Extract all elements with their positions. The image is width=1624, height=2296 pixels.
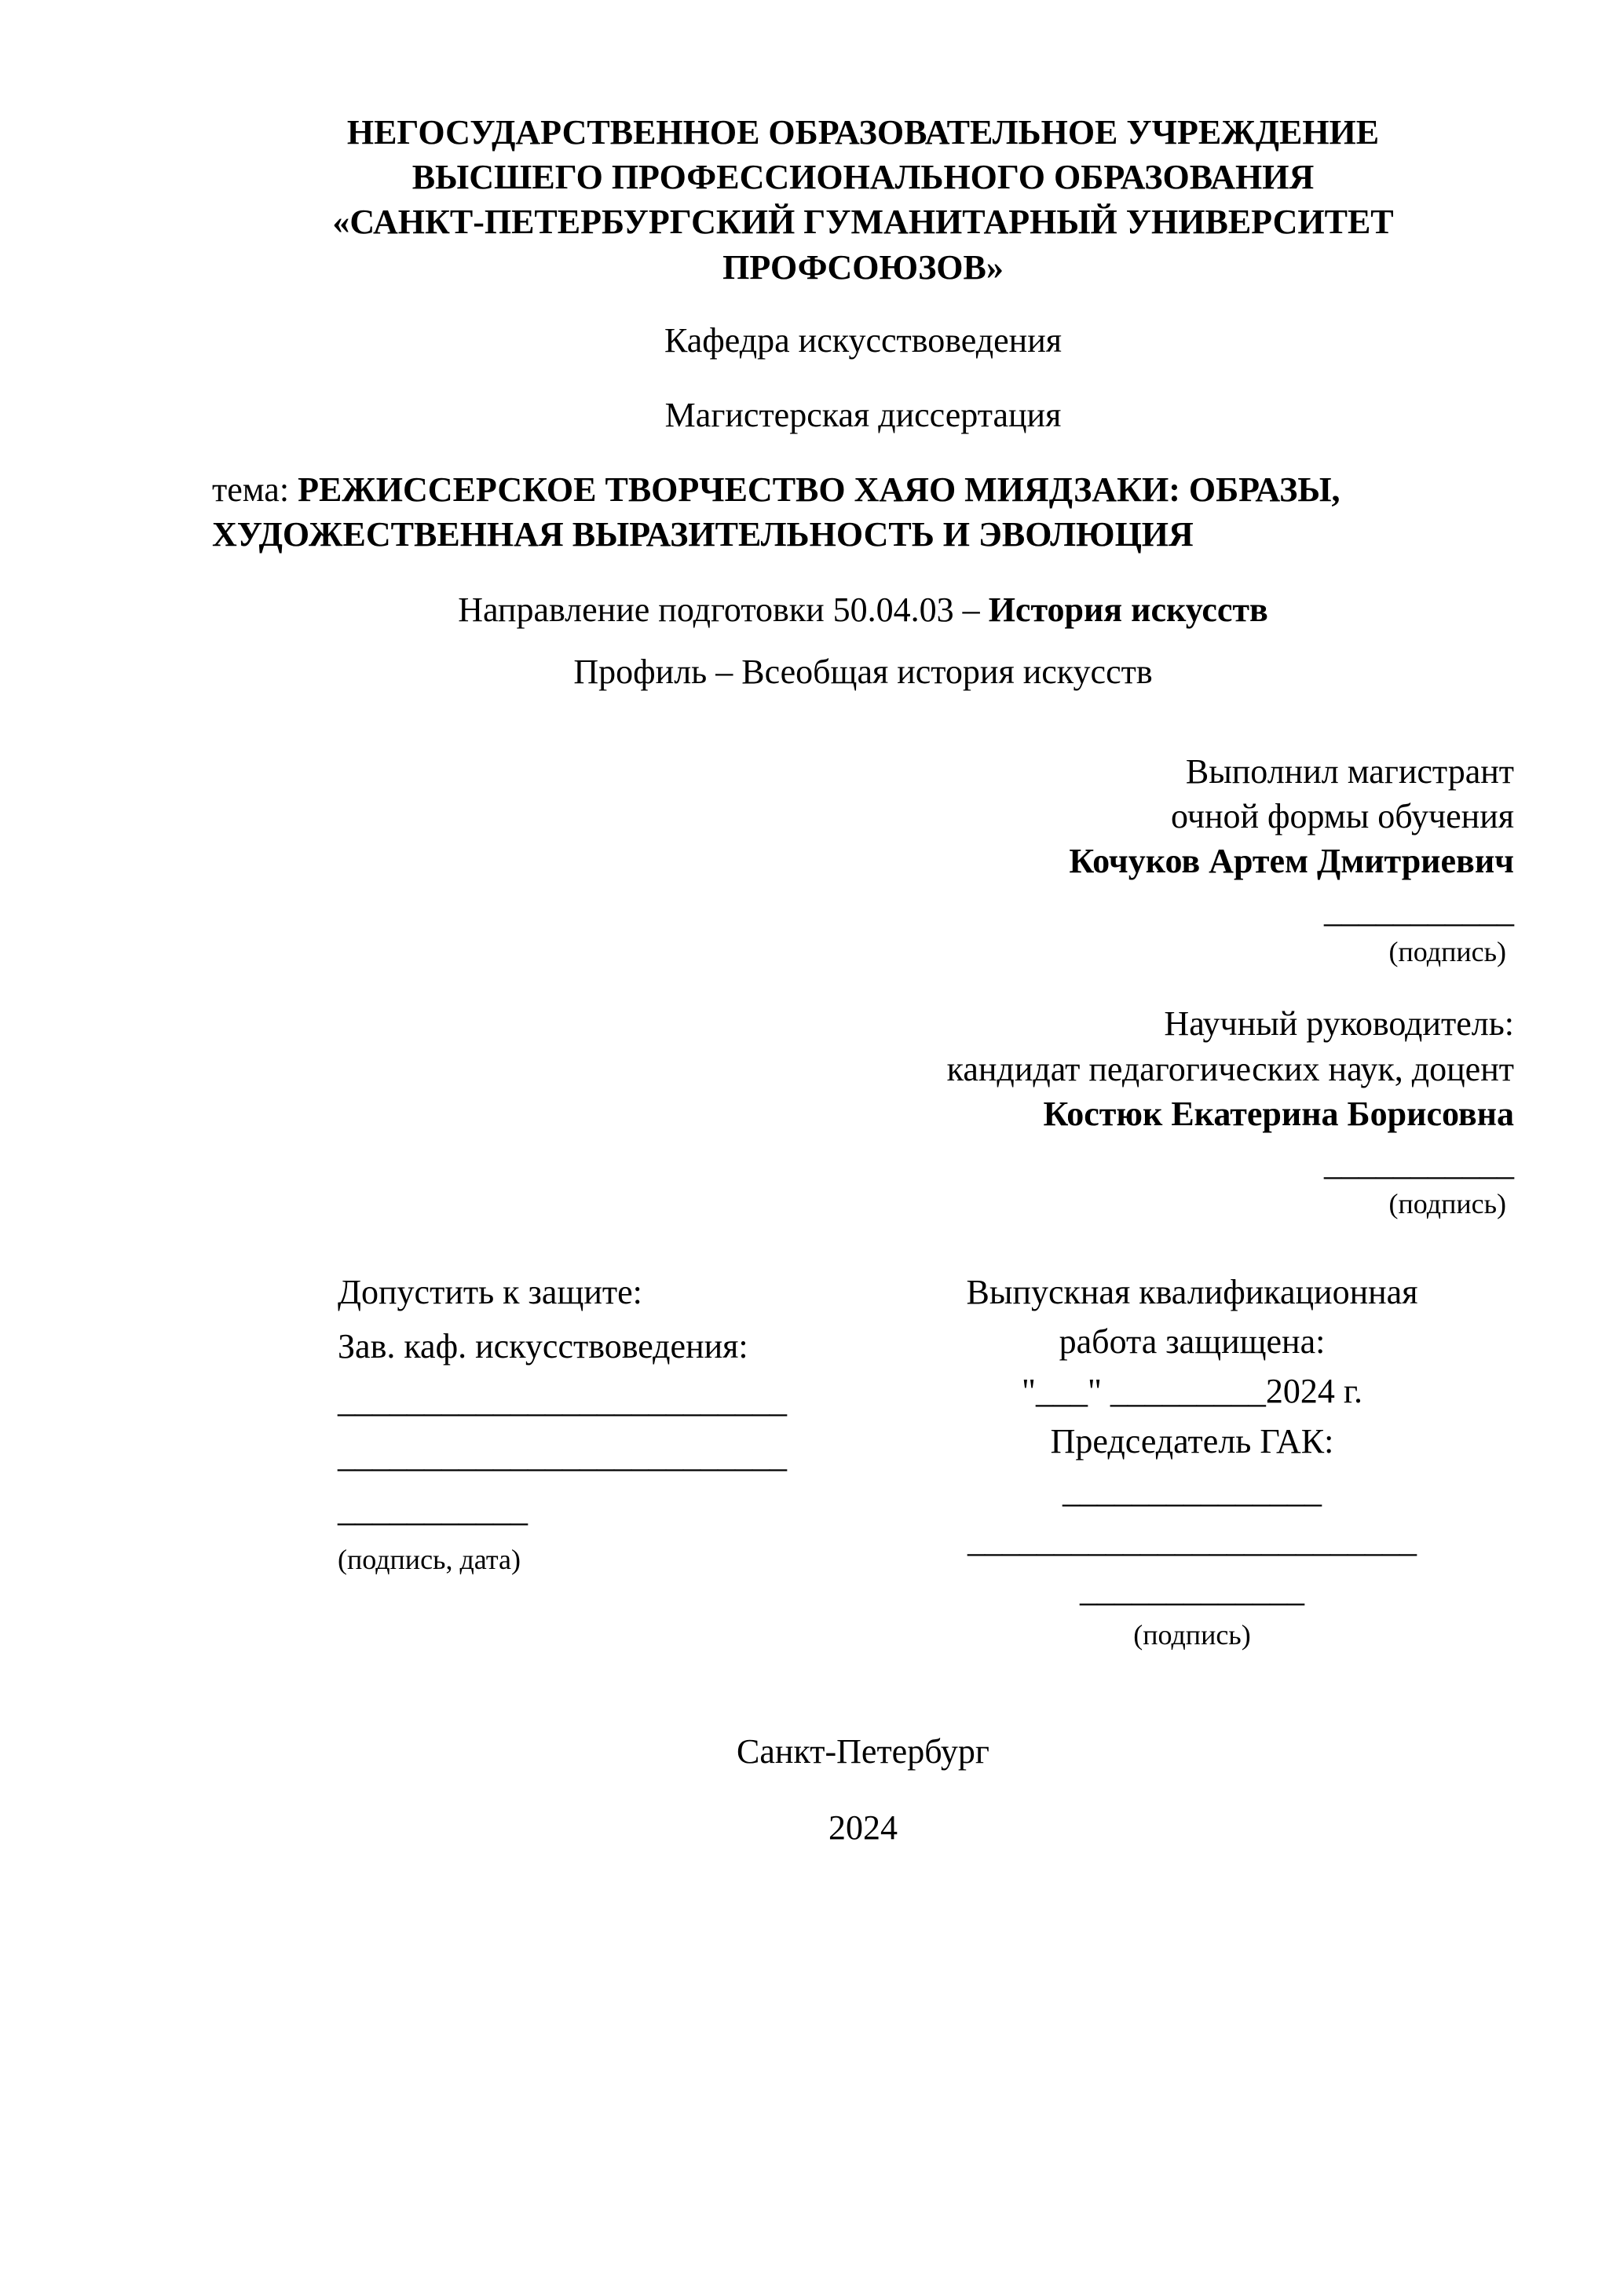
admission-block bbox=[338, 1270, 787, 1658]
advisor-block bbox=[212, 1001, 1514, 1223]
student-form-line: очной формы обучения bbox=[1170, 797, 1514, 836]
student-role-line: Выполнил магистрант bbox=[1185, 751, 1514, 791]
admission-signature-blank: ___________ bbox=[338, 1490, 528, 1529]
footer bbox=[212, 1729, 1514, 1850]
defense-signature-blank: __________________________ bbox=[967, 1520, 1417, 1559]
thesis-theme bbox=[212, 467, 1514, 557]
profile-line: Профиль – Всеобщая история искусств bbox=[573, 652, 1153, 691]
city-line: Санкт-Петербург bbox=[737, 1732, 989, 1771]
advisor-signature-blank: ___________ bbox=[1324, 1143, 1514, 1183]
direction-name: История искусств bbox=[988, 590, 1268, 629]
defense-signature-caption: (подпись) bbox=[1133, 1619, 1251, 1651]
theme-title: РЕЖИССЕРСКОЕ ТВОРЧЕСТВО ХАЯО МИЯДЗАКИ: ОБРАЗЫ, ХУДОЖЕСТВЕННАЯ ВЫРАЗИТЕЛЬНОСТЬ И ЭВОЛЮЦИЯ bbox=[212, 470, 1341, 554]
direction-prefix: Направление подготовки 50.04.03 – bbox=[458, 590, 989, 629]
university-name-line: «САНКТ-ПЕТЕРБУРГСКИЙ ГУМАНИТАРНЫЙ УНИВЕРСИТЕТ bbox=[332, 203, 1394, 242]
university-name-line: НЕГОСУДАРСТВЕННОЕ ОБРАЗОВАТЕЛЬНОЕ УЧРЕЖДЕНИЕ bbox=[346, 113, 1380, 152]
university-name-line: ВЫСШЕГО ПРОФЕССИОНАЛЬНОГО ОБРАЗОВАНИЯ bbox=[411, 158, 1315, 197]
approval-section bbox=[212, 1270, 1514, 1658]
advisor-role-line: Научный руководитель: bbox=[1164, 1004, 1514, 1044]
defense-chairman-line: Председатель ГАК: bbox=[1050, 1421, 1334, 1461]
admission-signature-blank: __________________________ bbox=[338, 1435, 787, 1475]
student-signature-caption: (подпись) bbox=[1388, 935, 1506, 967]
defense-line: работа защищена: bbox=[1059, 1322, 1326, 1362]
admission-signature-caption: (подпись, дата) bbox=[338, 1543, 521, 1575]
defense-block bbox=[870, 1270, 1514, 1658]
advisor-signature-caption: (подпись) bbox=[1388, 1188, 1506, 1220]
department-name: Кафедра искусствоведения bbox=[664, 320, 1062, 360]
university-name-line: ПРОФСОЮЗОВ» bbox=[722, 247, 1004, 287]
student-block bbox=[212, 749, 1514, 971]
advisor-name: Костюк Екатерина Борисовна bbox=[1043, 1094, 1514, 1133]
defense-signature-blank: _____________ bbox=[1080, 1570, 1304, 1610]
year-line: 2024 bbox=[828, 1808, 898, 1848]
direction-line bbox=[212, 587, 1514, 632]
advisor-degree-line: кандидат педагогических наук, доцент bbox=[946, 1049, 1514, 1088]
admission-signature-blank: __________________________ bbox=[338, 1381, 787, 1420]
defense-date-line: "___" _________2024 г. bbox=[1021, 1372, 1362, 1411]
university-header bbox=[212, 110, 1514, 290]
admission-line: Допустить к защите: bbox=[338, 1272, 642, 1311]
theme-label: тема: bbox=[212, 470, 290, 510]
work-type-title: Магистерская диссертация bbox=[664, 395, 1062, 434]
student-name: Кочуков Артем Дмитриевич bbox=[1069, 842, 1514, 881]
defense-line: Выпускная квалификационная bbox=[966, 1272, 1418, 1311]
student-signature-blank: ___________ bbox=[1324, 891, 1514, 930]
admission-line: Зав. каф. искусствоведения: bbox=[338, 1327, 748, 1366]
defense-signature-blank: _______________ bbox=[1063, 1471, 1322, 1510]
